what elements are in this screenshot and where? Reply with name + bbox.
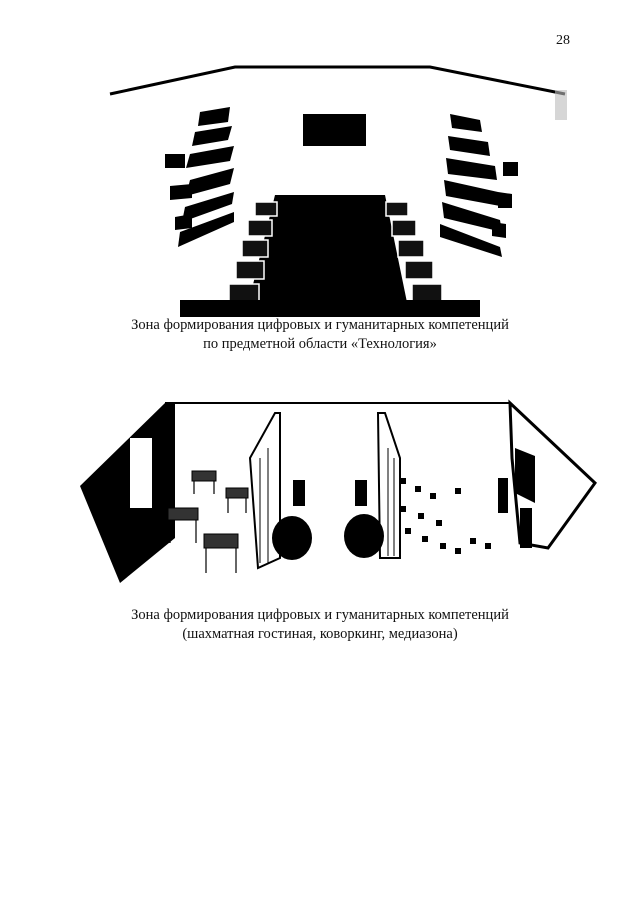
page-number: 28: [556, 33, 570, 48]
figure-2-caption: [0, 606, 640, 644]
figure-2-caption-line-1: Зона формирования цифровых и гуманитарных компетенций: [131, 607, 509, 623]
technology-room-render: [0, 62, 640, 317]
figure-1-caption-line-2: по предметной области «Технология»: [203, 336, 437, 352]
figure-2-caption-line-2: (шахматная гостиная, коворкинг, медиазона): [182, 626, 458, 642]
figure-1-caption: [0, 316, 640, 354]
figure-1-caption-line-1: Зона формирования цифровых и гуманитарных компетенций: [131, 317, 509, 333]
chess-coworking-media-render: [0, 398, 640, 588]
